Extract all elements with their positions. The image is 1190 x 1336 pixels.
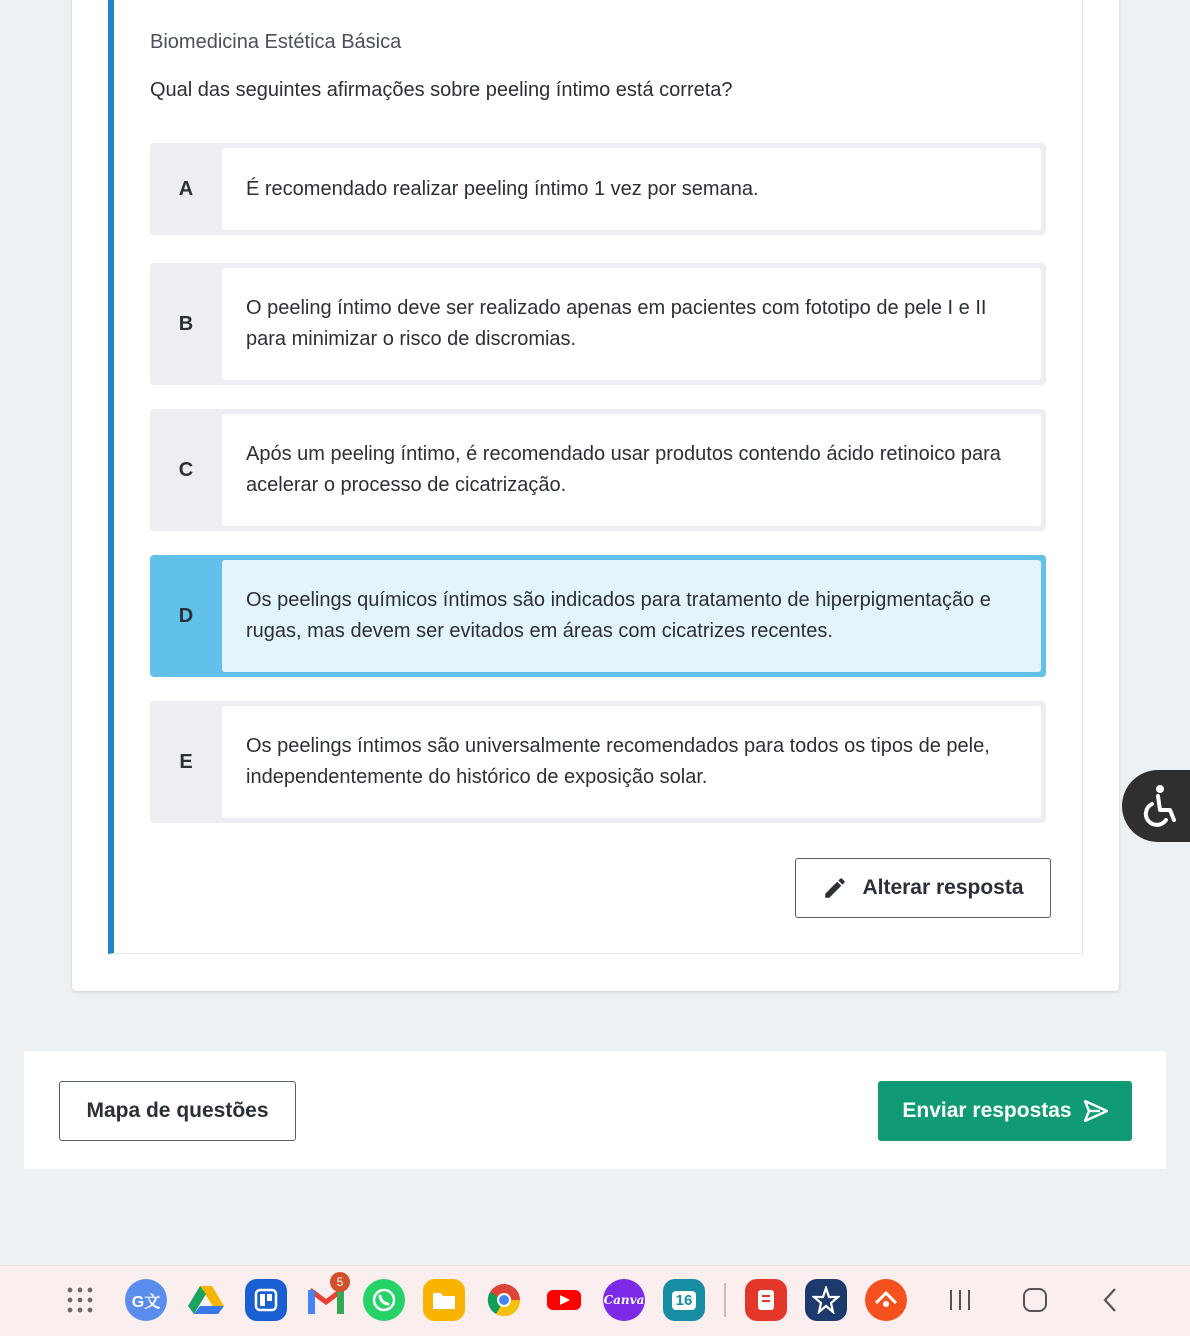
- accessibility-button[interactable]: [1122, 770, 1190, 842]
- star-icon: [805, 1279, 847, 1321]
- change-answer-label: Alterar resposta: [862, 876, 1024, 899]
- question-card: [72, 0, 1119, 991]
- option-e[interactable]: [150, 701, 1046, 823]
- canva-icon: Canva: [603, 1279, 645, 1321]
- send-answers-label: Enviar respostas: [902, 1099, 1072, 1122]
- send-answers-button[interactable]: [878, 1081, 1132, 1141]
- trello-app[interactable]: [244, 1278, 288, 1322]
- files-app[interactable]: [422, 1278, 466, 1322]
- option-a[interactable]: [150, 143, 1046, 235]
- grid-icon: [65, 1285, 95, 1315]
- question-panel: [108, 0, 1083, 954]
- whatsapp-icon: [363, 1279, 405, 1321]
- subject-title: Biomedicina Estética Básica: [150, 31, 402, 53]
- option-text: É recomendado realizar peeling íntimo 1 vez por semana.: [246, 177, 759, 200]
- pencil-icon: [822, 875, 848, 901]
- question-text: Qual das seguintes afirmações sobre peeling íntimo está correta?: [150, 79, 733, 101]
- google-drive-app[interactable]: [184, 1278, 228, 1322]
- taskbar-divider: [724, 1283, 726, 1317]
- home-button[interactable]: [1013, 1278, 1057, 1322]
- recents-icon: [947, 1288, 973, 1312]
- send-arrow-icon: [1084, 1100, 1108, 1122]
- gmail-app[interactable]: [304, 1275, 348, 1322]
- youtube-app[interactable]: [542, 1278, 586, 1322]
- calendar-icon: [663, 1279, 705, 1321]
- starred-app[interactable]: [804, 1278, 848, 1322]
- back-icon: [1100, 1287, 1120, 1313]
- option-letter: E: [179, 750, 193, 773]
- trello-icon: [245, 1279, 287, 1321]
- canva-app[interactable]: [602, 1278, 646, 1322]
- recents-button[interactable]: [938, 1278, 982, 1322]
- orange-app-icon: [865, 1279, 907, 1321]
- option-d[interactable]: [150, 555, 1046, 677]
- option-letter: C: [178, 458, 194, 481]
- option-text: Os peelings químicos íntimos são indicados para tratamento de hiperpigmentação e rugas, mas devem ser evitados em áreas com cicatrizes recentes.: [246, 589, 991, 642]
- whatsapp-app[interactable]: [362, 1278, 406, 1322]
- office-app[interactable]: [744, 1278, 788, 1322]
- option-letter: A: [178, 177, 194, 200]
- option-b[interactable]: [150, 263, 1046, 385]
- option-c[interactable]: [150, 409, 1046, 531]
- accessibility-icon: [1136, 782, 1180, 830]
- option-text: Os peelings íntimos são universalmente recomendados para todos os tipos de pele, independentemente do histórico de exposição solar.: [246, 735, 990, 788]
- option-text: O peeling íntimo deve ser realizado apenas em pacientes com fototipo de pele I e II para minimizar o risco de discromias.: [246, 297, 987, 350]
- google-translate-app[interactable]: [124, 1278, 168, 1322]
- change-answer-button[interactable]: [795, 858, 1051, 918]
- translate-icon: G文: [125, 1279, 167, 1321]
- calendar-date: 16: [672, 1291, 697, 1310]
- system-taskbar: [0, 1265, 1190, 1336]
- chrome-app[interactable]: [482, 1278, 526, 1322]
- back-button[interactable]: [1088, 1278, 1132, 1322]
- question-map-button[interactable]: Mapa de questões: [59, 1081, 296, 1141]
- orange-app[interactable]: [864, 1278, 908, 1322]
- app-drawer-button[interactable]: [58, 1278, 102, 1322]
- home-icon: [1022, 1287, 1048, 1313]
- youtube-icon: [547, 1288, 581, 1312]
- chrome-icon: [487, 1283, 521, 1317]
- office-icon: [745, 1279, 787, 1321]
- option-letter: B: [178, 312, 194, 335]
- folder-icon: [423, 1279, 465, 1321]
- footer-bar: [24, 1051, 1166, 1169]
- option-text: Após um peeling íntimo, é recomendado usar produtos contendo ácido retinoico para acelerar o processo de cicatrização.: [246, 443, 1001, 496]
- drive-icon: [188, 1284, 224, 1316]
- gmail-badge: 5: [330, 1272, 350, 1292]
- calendar-app[interactable]: [662, 1278, 706, 1322]
- option-letter: D: [178, 604, 194, 627]
